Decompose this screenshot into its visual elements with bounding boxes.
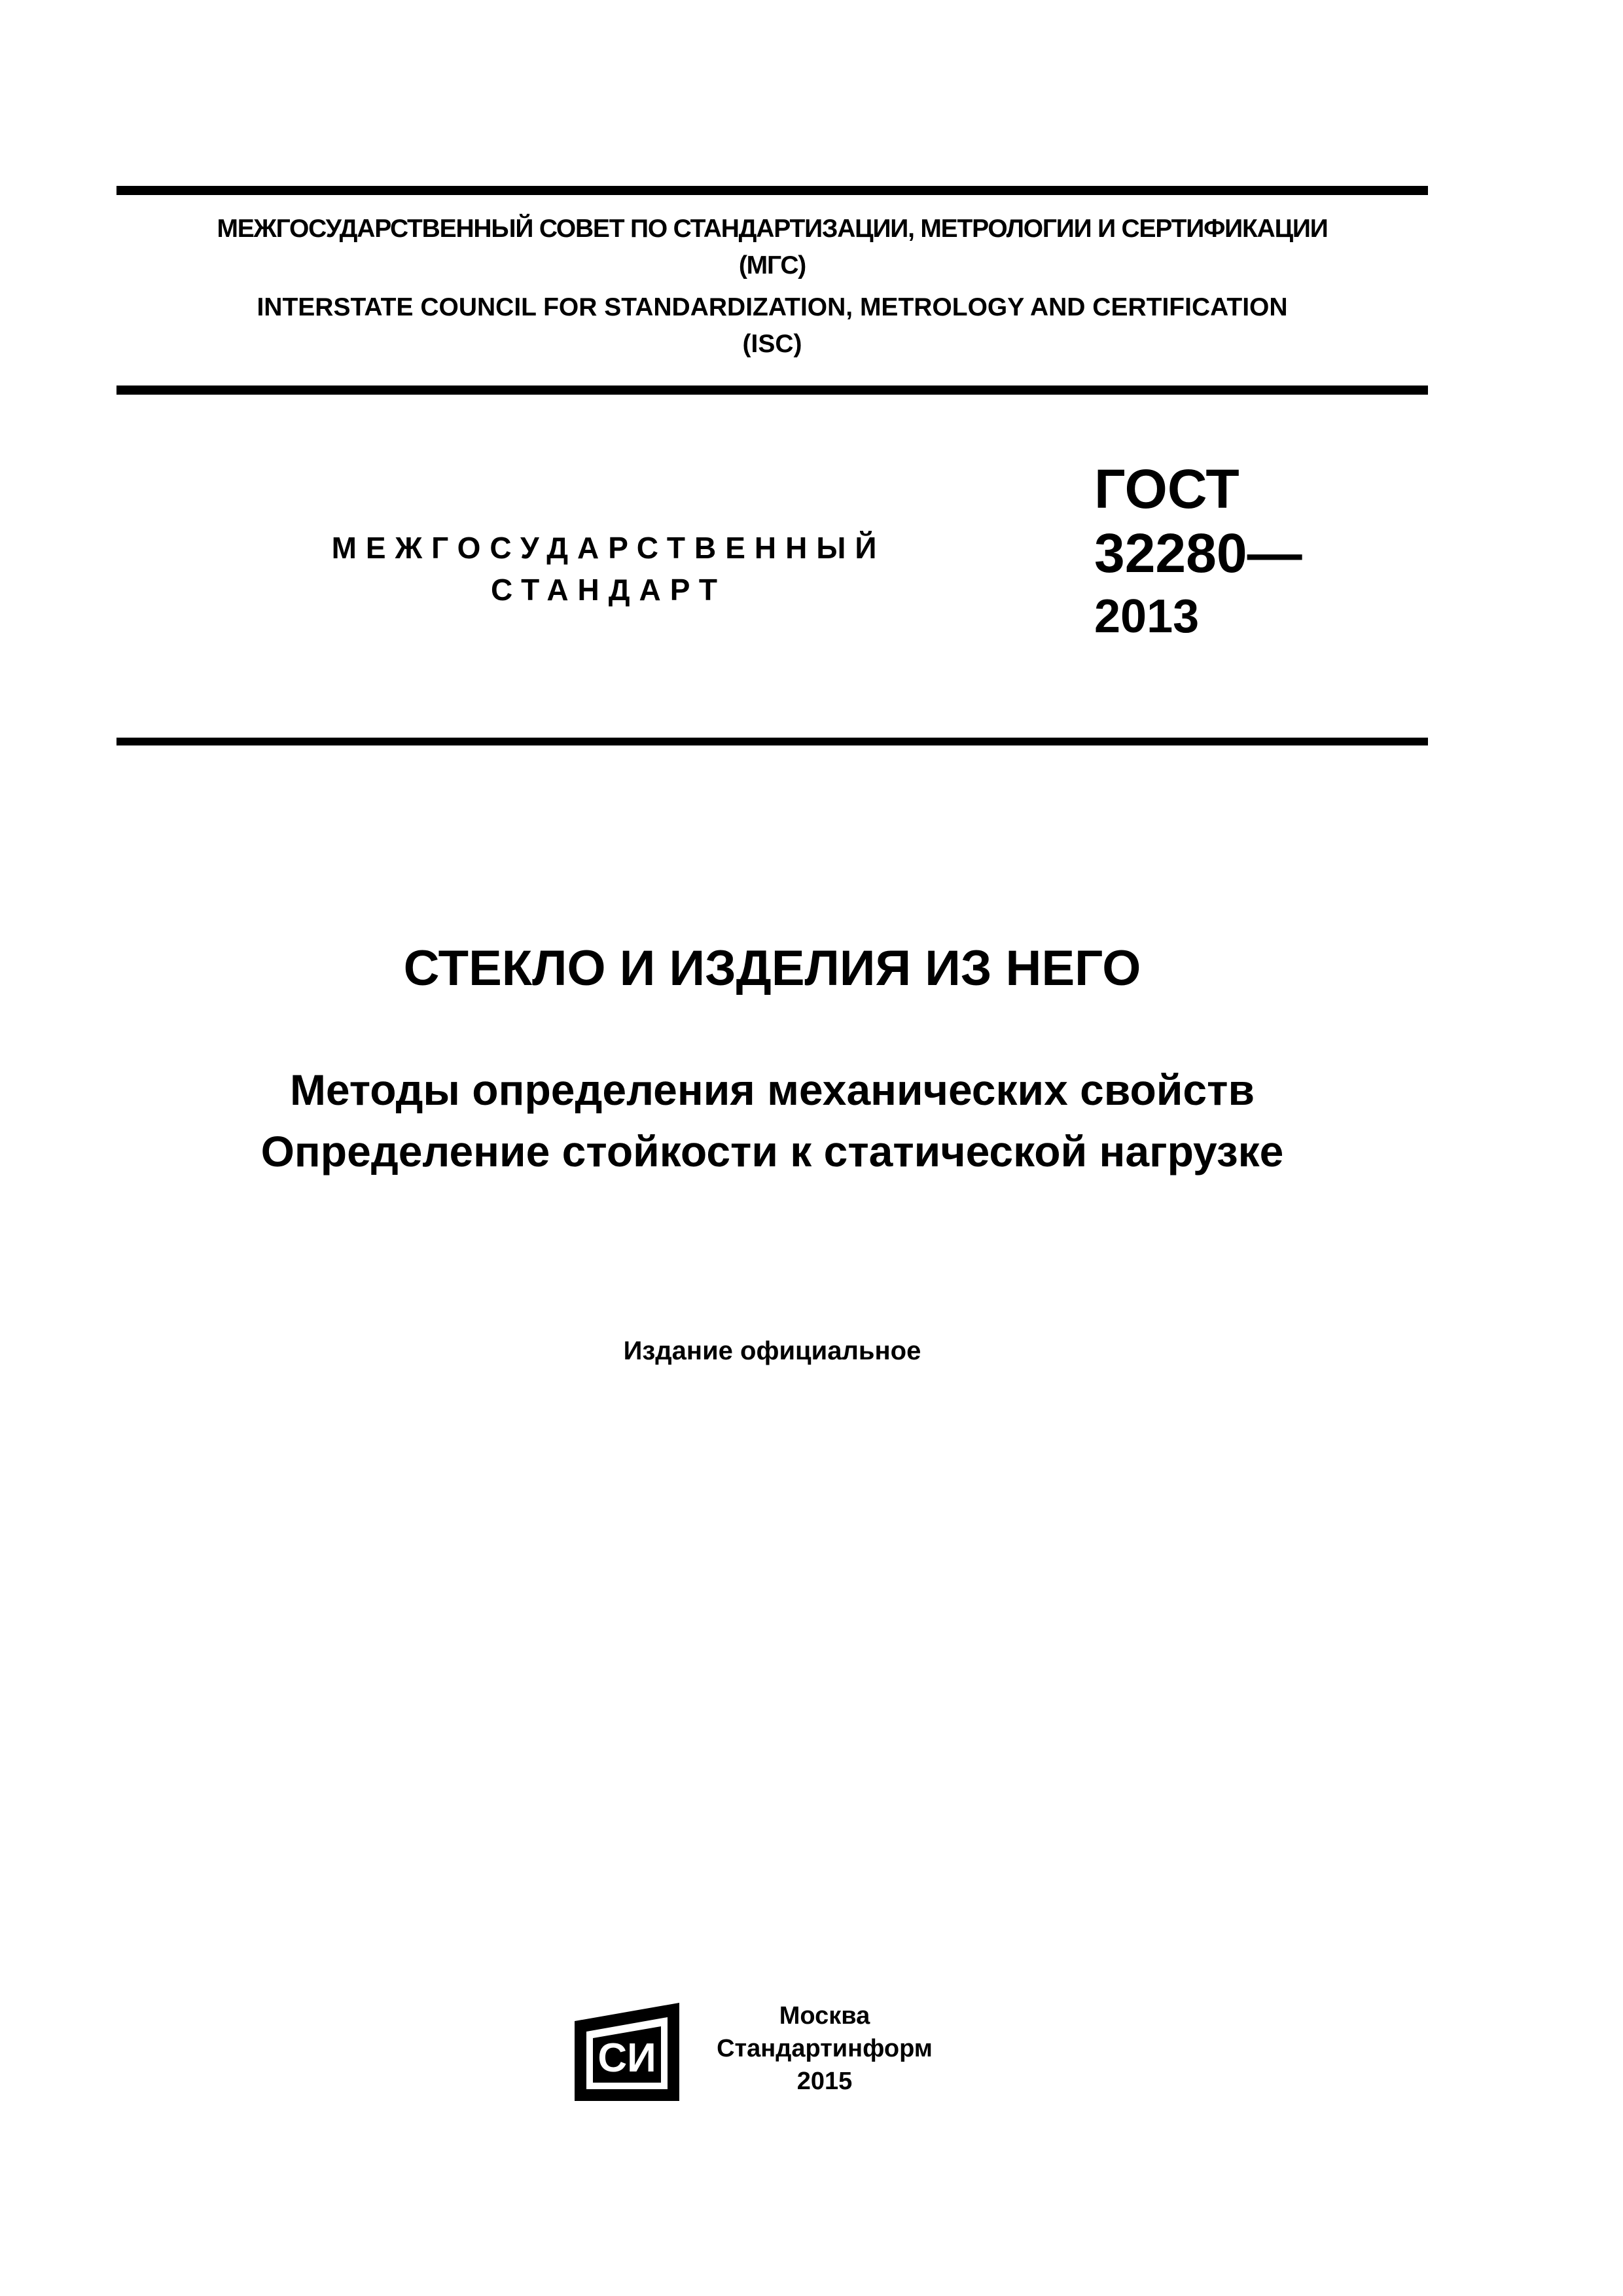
document-title: СТЕКЛО И ИЗДЕЛИЯ ИЗ НЕГО — [403, 941, 1141, 996]
publication-year: 2015 — [796, 2068, 853, 2095]
document-subtitle-line1: Методы определения механических свойств — [289, 1066, 1255, 1114]
document-subtitle — [116, 1059, 1428, 1182]
gost-number: 32280— — [1094, 522, 1302, 584]
edition-note: Издание официальное — [623, 1336, 921, 1365]
standartinform-logo-icon — [575, 2003, 679, 2101]
header-bottom-rule — [116, 386, 1428, 395]
gost-designation — [1094, 457, 1302, 648]
publisher-block — [700, 2000, 949, 2098]
top-rule — [116, 186, 1428, 195]
standard-type-line2: СТАНДАРТ — [491, 573, 726, 607]
publisher-name: Стандартинформ — [717, 2035, 933, 2062]
council-name-en-line1: INTERSTATE COUNCIL FOR STANDARDIZATION, METROLOGY AND CERTIFICATION — [257, 293, 1288, 321]
gost-year: 2013 — [1094, 590, 1200, 643]
council-name-en — [116, 289, 1428, 363]
council-abbreviation-en: (ISC) — [742, 330, 802, 358]
designation-bottom-rule — [116, 738, 1428, 745]
council-name-ru-line1: МЕЖГОСУДАРСТВЕННЫЙ СОВЕТ ПО СТАНДАРТИЗАЦИИ, МЕТРОЛОГИИ И СЕРТИФИКАЦИИ — [217, 215, 1328, 243]
standard-type-label — [196, 527, 1021, 611]
publisher-city: Москва — [779, 2002, 870, 2030]
council-name-ru — [116, 211, 1428, 284]
standard-type-line1: МЕЖГОСУДАРСТВЕННЫЙ — [331, 531, 886, 565]
council-abbreviation-ru: (МГС) — [738, 251, 806, 279]
document-subtitle-line2: Определение стойкости к статической нагрузке — [260, 1127, 1284, 1175]
logo-lettering: СИ — [597, 2036, 656, 2081]
gost-prefix: ГОСТ — [1094, 458, 1240, 520]
